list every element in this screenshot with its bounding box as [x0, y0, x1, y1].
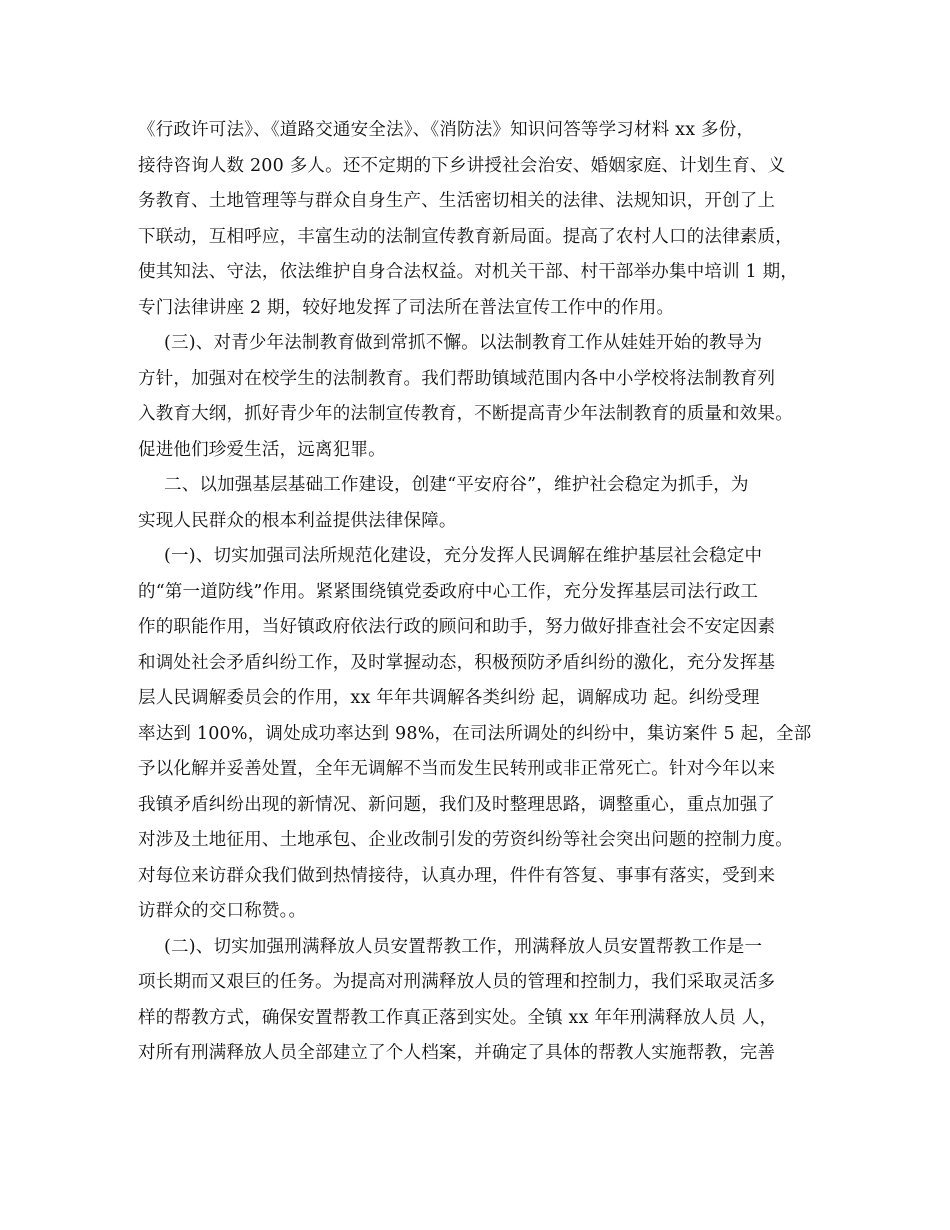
text-line: (二)、切实加强刑满释放人员安置帮教工作，刑满释放人员安置帮教工作是一	[164, 936, 763, 957]
text-line: 实现人民群众的根本利益提供法律保障。	[138, 510, 457, 531]
text-line: 促进他们珍爱生活，远离犯罪。	[138, 439, 386, 460]
text-line: 务教育、土地管理等与群众自身生产、生活密切相关的法律、法规知识，开创了上	[138, 191, 776, 211]
text-line: 项长期而又艰巨的任务。为提高对刑满释放人员的管理和控制力，我们采取灵活多	[138, 972, 776, 992]
text-line: 下联动，互相呼应，丰富生动的法制宣传教育新局面。提高了农村人口的法律素质，	[138, 226, 793, 247]
text-line: 予以化解并妥善处置，全年无调解不当而发生民转刑或非正常死亡。针对今年以来	[138, 759, 776, 779]
text-line: 的“第一道防线”作用。紧紧围绕镇党委政府中心工作，充分发挥基层司法行政工	[138, 581, 759, 602]
text-line: (一)、切实加强司法所规范化建设，充分发挥人民调解在维护基层社会稳定中	[164, 546, 763, 566]
text-line: 方针，加强对在校学生的法制教育。我们帮助镇域范围内各中小学校将法制教育列	[138, 368, 776, 389]
text-line: 对涉及土地征用、土地承包、企业改制引发的劳资纠纷等社会突出问题的控制力度。	[138, 830, 793, 850]
document-body	[138, 113, 838, 1072]
text-line: 作的职能作用，当好镇政府依法行政的顾问和助手，努力做好排查社会不安定因素	[138, 617, 776, 637]
text-line: 率达到 100%，调处成功率达到 98%，在司法所调处的纠纷中，集访案件 5 起，全部	[138, 723, 812, 744]
text-line: 《行政许可法》、《道路交通安全法》、《消防法》知识问答等学习材料 xx 多份，	[138, 120, 755, 140]
text-line: 对每位来访群众我们做到热情接待，认真办理，件件有答复、事事有落实，受到来	[138, 865, 776, 886]
text-line: 接待咨询人数 200 多人。还不定期的下乡讲授社会治安、婚姻家庭、计划生育、义	[138, 155, 786, 176]
text-line: (三)、对青少年法制教育做到常抓不懈。以法制教育工作从娃娃开始的教导为	[164, 333, 763, 353]
text-line: 层人民调解委员会的作用，xx 年年共调解各类纠纷 起，调解成功 起。纠纷受理	[138, 688, 760, 708]
text-line: 样的帮教方式，确保安置帮教工作真正落到实处。全镇 xx 年年刑满释放人员 人，	[138, 1007, 778, 1028]
text-line: 使其知法、守法，依法维护自身合法权益。对机关干部、村干部举办集中培训 1 期，	[138, 262, 799, 282]
text-line: 二、以加强基层基础工作建设，创建“平安府谷”，维护社会稳定为抓手，为	[164, 475, 749, 495]
text-line: 访群众的交口称赞。。	[138, 901, 307, 921]
text-line: 和调处社会矛盾纠纷工作，及时掌握动态，积极预防矛盾纠纷的激化，充分发挥基	[138, 652, 776, 673]
text-line: 我镇矛盾纠纷出现的新情况、新问题，我们及时整理思路，调整重心，重点加强了	[138, 794, 776, 815]
text-line: 对所有刑满释放人员全部建立了个人档案，并确定了具体的帮教人实施帮教，完善	[138, 1043, 776, 1063]
text-line: 专门法律讲座 2 期，较好地发挥了司法所在普法宣传工作中的作用。	[138, 297, 675, 318]
text-line: 入教育大纲，抓好青少年的法制宣传教育，不断提高青少年法制教育的质量和效果。	[138, 404, 793, 424]
